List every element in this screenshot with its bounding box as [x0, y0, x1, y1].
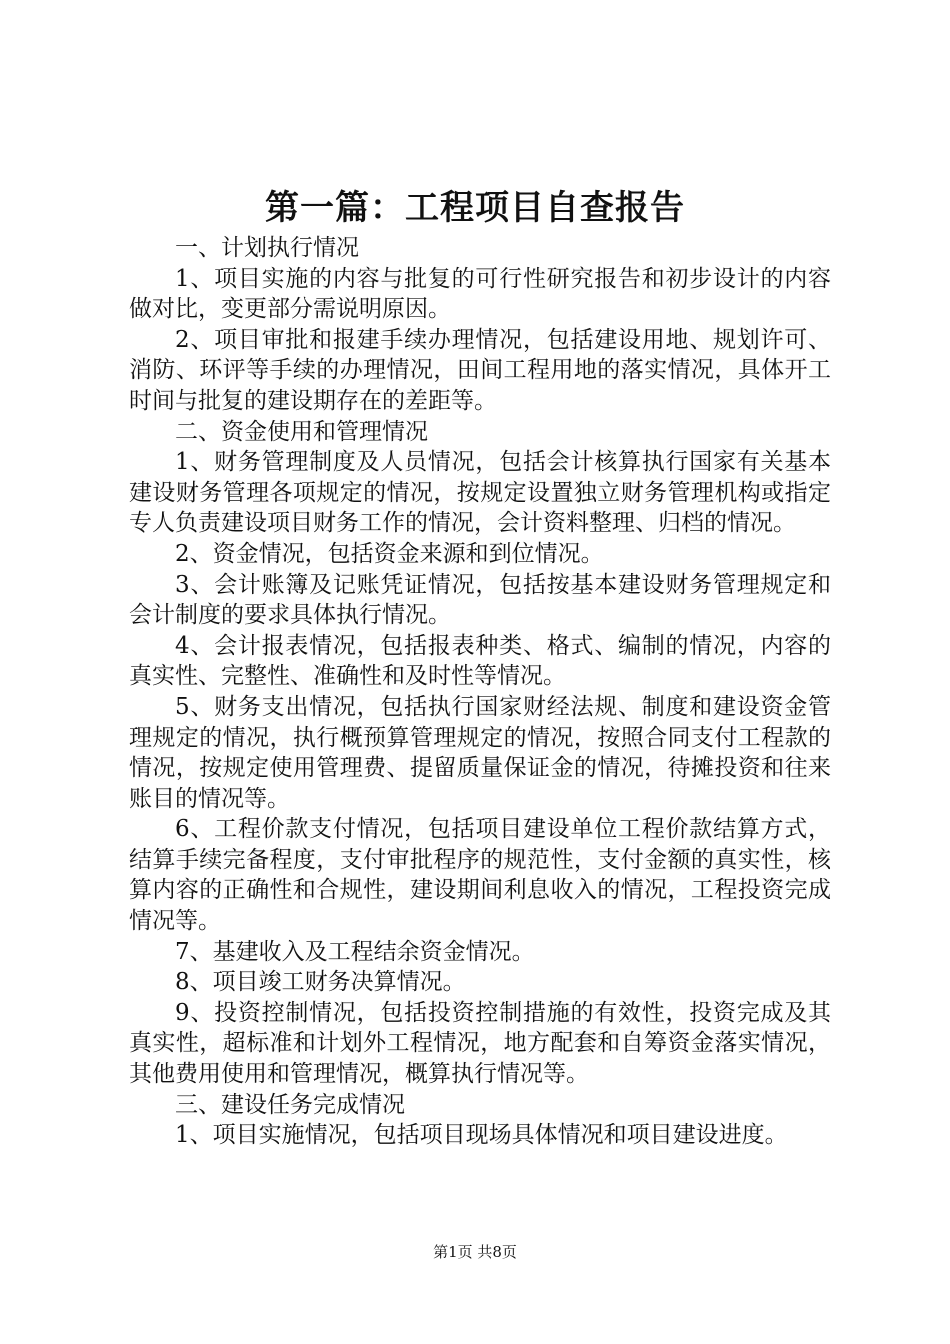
section-heading-funds: 二、资金使用和管理情况	[175, 418, 428, 445]
paragraph: 2、项目审批和报建手续办理情况，包括建设用地、规划许可、消防、环评等手续的办理情况，田间工程用地的落实情况，具体开工时间与批复的建设期存在的差距等。	[129, 326, 831, 414]
section-heading-tasks: 三、建设任务完成情况	[175, 1091, 405, 1118]
paragraph: 9、投资控制情况，包括投资控制措施的有效性，投资完成及其真实性，超标准和计划外工程情况，地方配套和自筹资金落实情况，其他费用使用和管理情况，概算执行情况等。	[129, 999, 831, 1088]
paragraph: 7、基建收入及工程结余资金情况。	[175, 938, 535, 965]
paragraph: 6、工程价款支付情况，包括项目建设单位工程价款结算方式，结算手续完备程度，支付审批程序的规范性，支付金额的真实性，核算内容的正确性和合规性，建设期间利息收入的情况，工程投资完成情况等。	[129, 816, 831, 935]
paragraph: 1、项目实施的内容与批复的可行性研究报告和初步设计的内容做对比，变更部分需说明原因。	[129, 265, 831, 323]
document-title: 第一篇：工程项目自查报告	[265, 188, 685, 228]
paragraph: 4、会计报表情况，包括报表种类、格式、编制的情况，内容的真实性、完整性、准确性和及时性等情况。	[129, 632, 831, 690]
section-heading-plan: 一、计划执行情况	[175, 235, 359, 261]
paragraph: 5、财务支出情况，包括执行国家财经法规、制度和建设资金管理规定的情况，执行概预算管理规定的情况，按照合同支付工程款的情况，按规定使用管理费、提留质量保证金的情况，待摊投资和往来账目的情况等。	[129, 693, 831, 812]
paragraph: 1、财务管理制度及人员情况，包括会计核算执行国家有关基本建设财务管理各项规定的情况，按规定设置独立财务管理机构或指定专人负责建设项目财务工作的情况，会计资料整理、归档的情况。	[129, 449, 831, 537]
page-number-footer: 第1页 共8页	[433, 1243, 517, 1261]
paragraph: 1、项目实施情况，包括项目现场具体情况和项目建设进度。	[175, 1122, 788, 1149]
paragraph: 2、资金情况，包括资金来源和到位情况。	[175, 540, 604, 567]
paragraph: 8、项目竣工财务决算情况。	[175, 969, 466, 996]
document-body	[129, 233, 831, 1151]
paragraph: 3、会计账簿及记账凭证情况，包括按基本建设财务管理规定和会计制度的要求具体执行情况。	[129, 571, 831, 629]
